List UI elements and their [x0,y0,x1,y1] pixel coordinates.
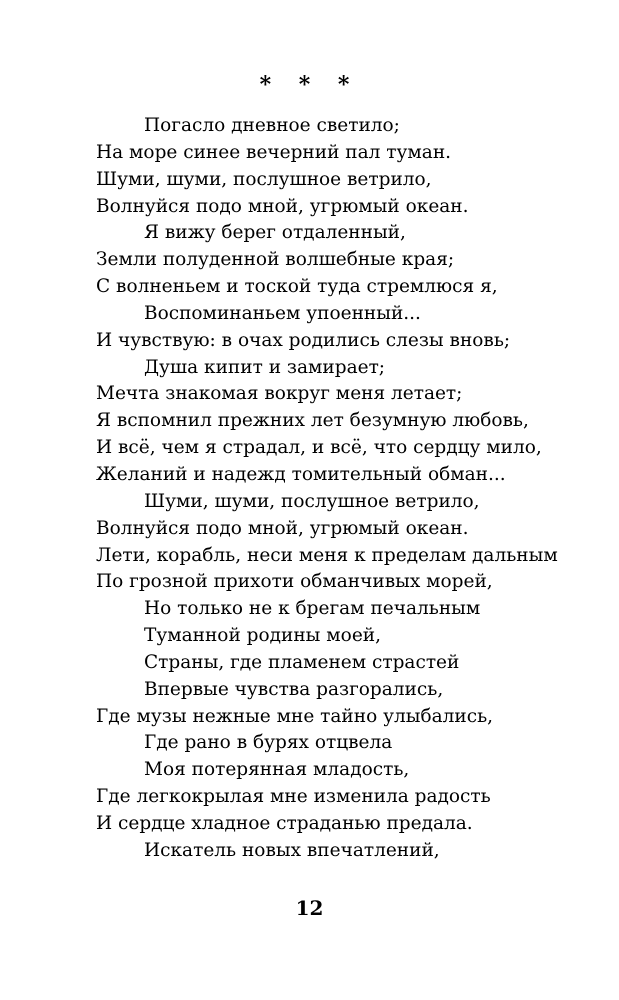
poem-line: Волнуйся подо мной, угрюмый океан. [96,195,469,217]
poem-line: Впервые чувства разгорались, [144,678,444,700]
poem-line: И всё, чем я страдал, и всё, что сердцу мило, [96,437,542,459]
poem-line: Погасло дневное светило; [144,115,400,136]
section-asterisks: * * * [259,72,360,98]
poem-line: Страны, где пламенем страстей [144,651,460,673]
poem-line: Я вспомнил прежних лет безумную любовь, [96,410,529,432]
poem-line: И чувствую: в очах родились слезы вновь; [96,329,511,351]
poem-line: Где музы нежные мне тайно улыбались, [96,705,494,727]
poem-line: Где легкокрылая мне изменила радость [96,786,491,808]
poem-line: Шуми, шуми, послушное ветрило, [144,490,480,512]
poem-line: И сердце хладное страданью предала. [96,812,473,834]
poem-line: Я вижу берег отдаленный, [144,222,406,244]
poem-line: Но только не к брегам печальным [144,598,481,620]
poem-line: Желаний и надежд томительный обман... [96,463,506,485]
poem-line: По грозной прихоти обманчивых морей, [96,571,493,593]
poem-line: Волнуйся подо мной, угрюмый океан. [96,517,469,539]
poem-line: Где рано в бурях отцвела [144,732,393,754]
poem-line: Моя потерянная младость, [144,759,410,781]
poem-line: Душа кипит и замирает; [144,356,386,378]
poem-line: С волненьем и тоской туда стремлюся я, [96,276,498,298]
poem-line: Искатель новых впечатлений, [144,839,440,861]
poem-line: Мечта знакомая вокруг меня летает; [96,383,463,405]
poem-line: Туманной родины моей, [144,625,381,647]
poem-line: Земли полуденной волшебные края; [96,249,455,271]
poem-text [96,113,606,865]
poem-line: На море синее вечерний пал туман. [96,141,452,163]
page-number: 12 [295,896,324,920]
poem-line: Лети, корабль, неси меня к пределам дальным [96,544,558,566]
poem-line: Воспоминаньем упоенный... [144,302,421,324]
poem-line: Шуми, шуми, послушное ветрило, [96,168,432,190]
